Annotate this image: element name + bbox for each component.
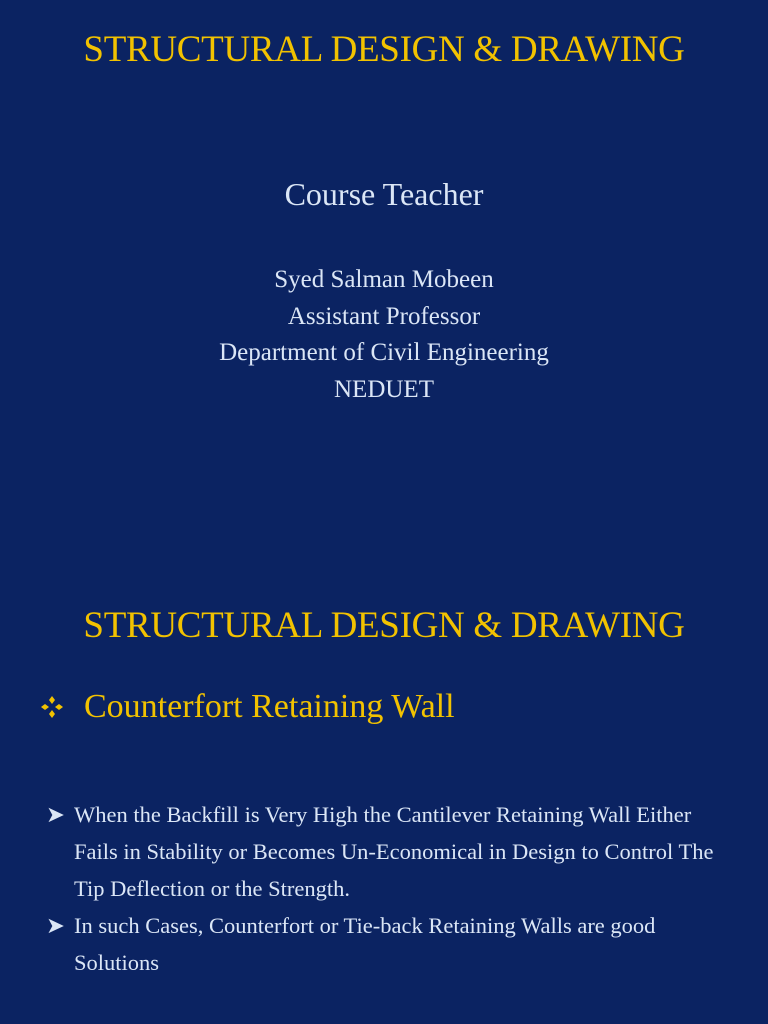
diamond-bullet-icon bbox=[40, 695, 64, 719]
arrow-bullet-icon: ➤ bbox=[46, 802, 65, 827]
list-item bbox=[46, 907, 736, 981]
slide-content bbox=[0, 512, 768, 1024]
teacher-name: Syed Salman Mobeen bbox=[274, 266, 494, 293]
main-bullet-text: Counterfort Retaining Wall bbox=[84, 688, 455, 725]
teacher-department: Department of Civil Engineering bbox=[219, 339, 549, 366]
course-teacher-heading: Course Teacher bbox=[284, 176, 484, 212]
slide-title: STRUCTURAL DESIGN & DRAWING bbox=[83, 605, 685, 646]
main-bullet bbox=[40, 688, 455, 726]
list-item-text: In such Cases, Counterfort or Tie-back Retaining Walls are good Solutions bbox=[74, 913, 656, 975]
teacher-info bbox=[0, 262, 768, 408]
sub-bullet-list bbox=[46, 796, 736, 981]
list-item bbox=[46, 796, 736, 907]
slide-title: STRUCTURAL DESIGN & DRAWING bbox=[83, 29, 685, 70]
teacher-position: Assistant Professor bbox=[287, 302, 481, 330]
teacher-institution: NEDUET bbox=[334, 375, 434, 403]
arrow-bullet-icon: ➤ bbox=[46, 913, 65, 938]
list-item-text: When the Backfill is Very High the Cantilever Retaining Wall Either Fails in Stability or Becomes Un-Economical in Design to Control The Tip Deflection or the Strength. bbox=[74, 802, 714, 901]
